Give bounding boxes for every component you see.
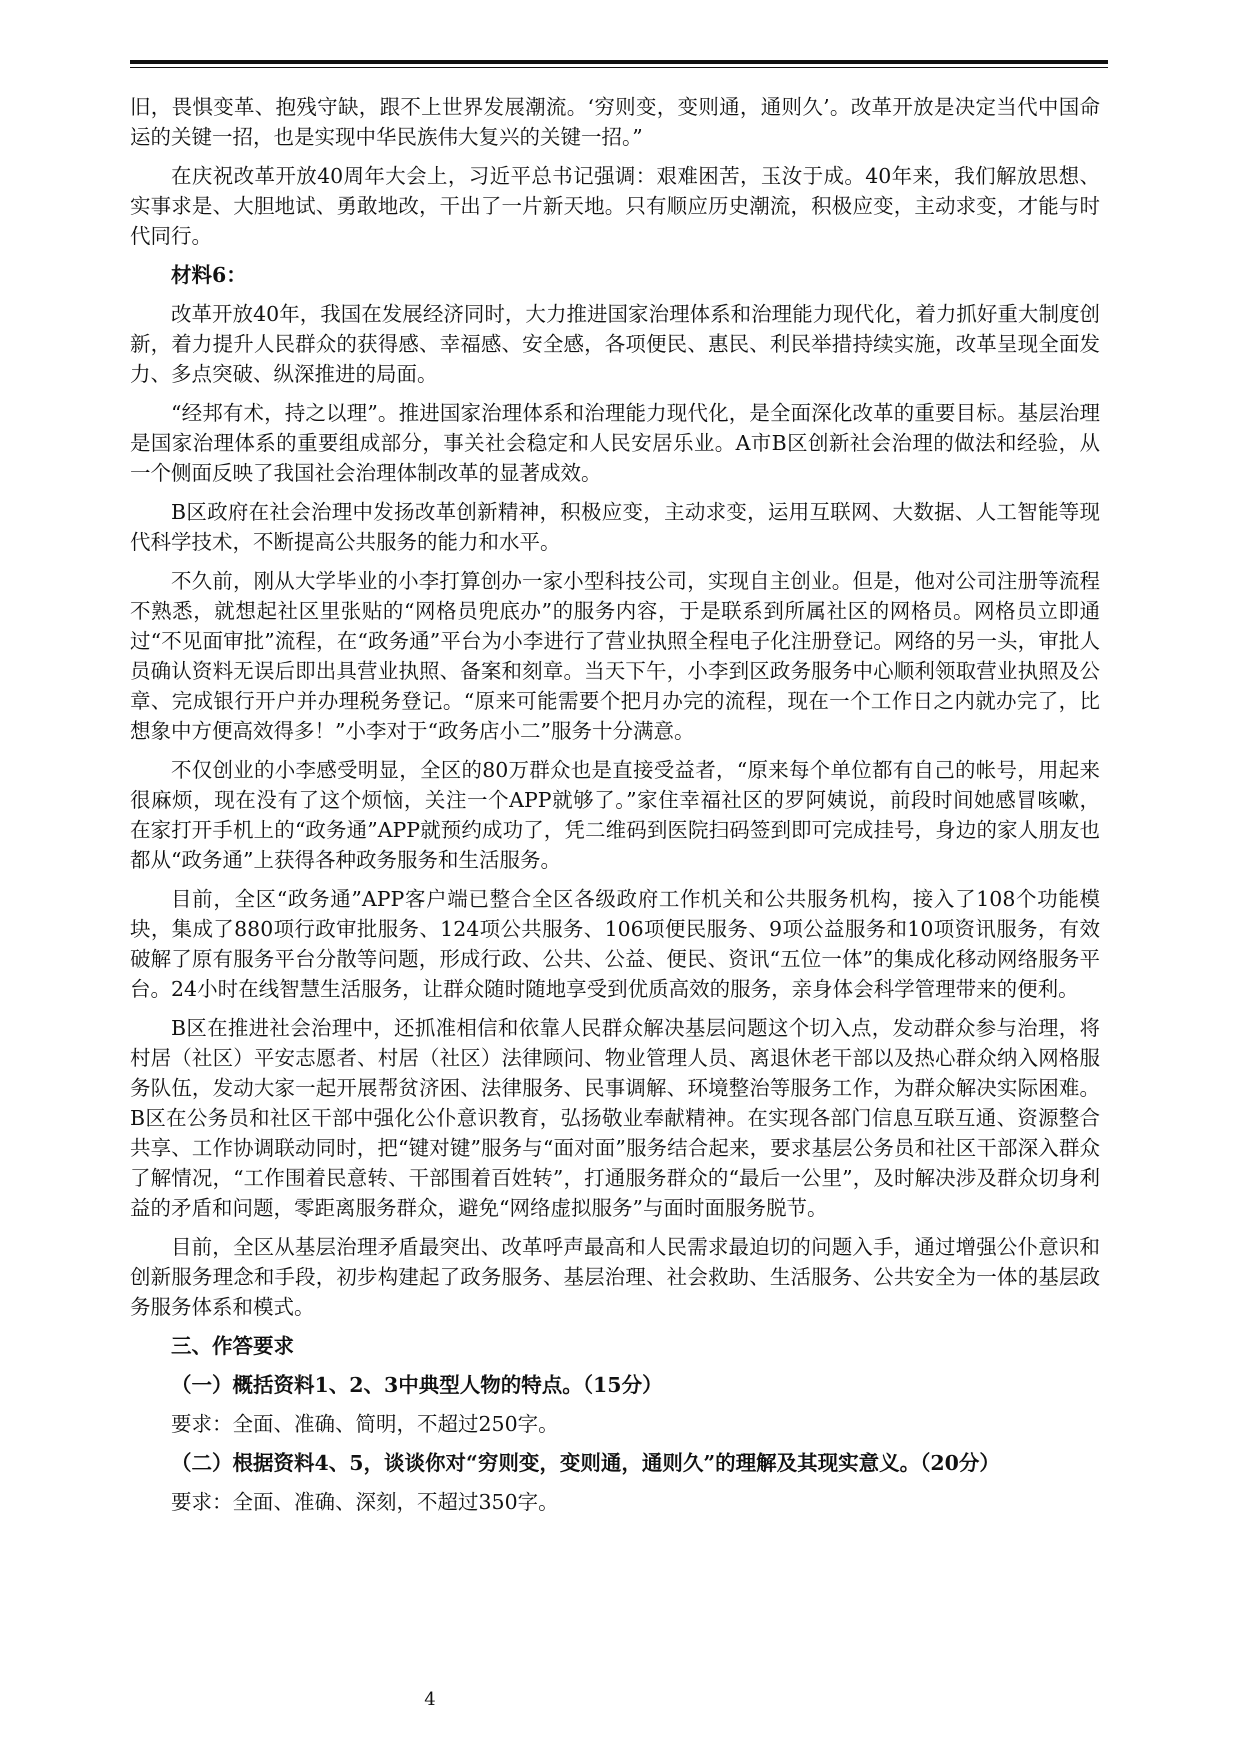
question1-requirement: 要求：全面、准确、简明，不超过250字。 xyxy=(171,1412,559,1436)
header-rule-thin xyxy=(130,67,1108,68)
question2-requirement: 要求：全面、准确、深刻，不超过350字。 xyxy=(171,1490,559,1514)
paragraph: 目前，全区从基层治理矛盾最突出、改革呼声最高和人民需求最迫切的问题入手，通过增强公仆意识和创新服务理念和手段，初步构建起了政务服务、基层治理、社会救助、生活服务、公共安全为一体的基层政务服务体系和模式。 xyxy=(130,1235,1100,1319)
paragraph: 在庆祝改革开放40周年大会上，习近平总书记强调：艰难困苦，玉汝于成。40年来，我们解放思想、实事求是、大胆地试、勇敢地改，干出了一片新天地。只有顺应历史潮流，积极应变，主动求变，才能与时代同行。 xyxy=(130,164,1100,248)
paragraph-continued: 旧，畏惧变革、抱残守缺，跟不上世界发展潮流。‘穷则变，变则通，通则久’。改革开放是决定当代中国命运的关键一招，也是实现中华民族伟大复兴的关键一招。” xyxy=(130,95,1100,149)
paragraph: 目前，全区“政务通”APP客户端已整合全区各级政府工作机关和公共服务机构，接入了108个功能模块，集成了880项行政审批服务、124项公共服务、106项便民服务、9项公益服务和10项资讯服务，有效破解了原有服务平台分散等问题，形成行政、公共、公益、便民、资讯“五位一体”的集成化移动网络服务平台。24小时在线智慧生活服务，让群众随时随地享受到优质高效的服务，亲身体会科学管理带来的便利。 xyxy=(130,887,1100,1001)
question2-title: （二）根据资料4、5，谈谈你对“穷则变，变则通，通则久”的理解及其现实意义。（20分） xyxy=(171,1451,1000,1475)
section3-heading: 三、作答要求 xyxy=(171,1334,294,1358)
paragraph: 不久前，刚从大学毕业的小李打算创办一家小型科技公司，实现自主创业。但是，他对公司注册等流程不熟悉，就想起社区里张贴的“网格员兜底办”的服务内容，于是联系到所属社区的网格员。网格员立即通过“不见面审批”流程，在“政务通”平台为小李进行了营业执照全程电子化注册登记。网络的另一头，审批人员确认资料无误后即出具营业执照、备案和刻章。当天下午，小李到区政务服务中心顺利领取营业执照及公章、完成银行开户并办理税务登记。“原来可能需要个把月办完的流程，现在一个工作日之内就办完了，比想象中方便高效得多！”小李对于“政务店小二”服务十分满意。 xyxy=(130,569,1100,743)
page-number: 4 xyxy=(424,1689,436,1710)
page-body xyxy=(130,92,1100,1526)
paragraph: “经邦有术，持之以理”。推进国家治理体系和治理能力现代化，是全面深化改革的重要目标。基层治理是国家治理体系的重要组成部分，事关社会稳定和人民安居乐业。A市B区创新社会治理的做法和经验，从一个侧面反映了我国社会治理体制改革的显著成效。 xyxy=(130,401,1100,485)
paragraph: B区在推进社会治理中，还抓准相信和依靠人民群众解决基层问题这个切入点，发动群众参与治理，将村居（社区）平安志愿者、村居（社区）法律顾问、物业管理人员、离退休老干部以及热心群众纳入网格服务队伍，发动大家一起开展帮贫济困、法律服务、民事调解、环境整治等服务工作，为群众解决实际困难。 B区在公务员和社区干部中强化公仆意识教育，弘扬敬业奉献精神。在实现各部门信息互联互通、资源整合共享、工作协调联动同时，把“键对键”服务与“面对面”服务结合起来，要求基层公务员和社区干部深入群众了解情况，“工作围着民意转、干部围着百姓转”，打通服务群众的“最后一公里”，及时解决涉及群众切身利益的矛盾和问题，零距离服务群众，避免“网络虚拟服务”与面时面服务脱节。 xyxy=(130,1016,1100,1220)
paragraph: 不仅创业的小李感受明显，全区的80万群众也是直接受益者，“原来每个单位都有自己的帐号，用起来很麻烦，现在没有了这个烦恼，关注一个APP就够了。”家住幸福社区的罗阿姨说，前段时间她感冒咳嗽， 在家打开手机上的“政务通”APP就预约成功了，凭二维码到医院扫码签到即可完成挂号，身边的家人朋友也都从“政务通”上获得各种政务服务和生活服务。 xyxy=(130,758,1100,872)
paragraph: 改革开放40年，我国在发展经济同时，大力推进国家治理体系和治理能力现代化，着力抓好重大制度创新，着力提升人民群众的获得感、幸福感、安全感，各项便民、惠民、利民举措持续实施，改革呈现全面发力、多点突破、纵深推进的局面。 xyxy=(130,302,1100,386)
paragraph: B区政府在社会治理中发扬改革创新精神，积极应变，主动求变，运用互联网、大数据、人工智能等现代科学技术，不断提高公共服务的能力和水平。 xyxy=(130,500,1100,554)
header-rule-thick xyxy=(130,60,1108,64)
question1-title: （一）概括资料1、2、3中典型人物的特点。（15分） xyxy=(171,1373,663,1397)
material6-heading: 材料6： xyxy=(171,263,247,287)
